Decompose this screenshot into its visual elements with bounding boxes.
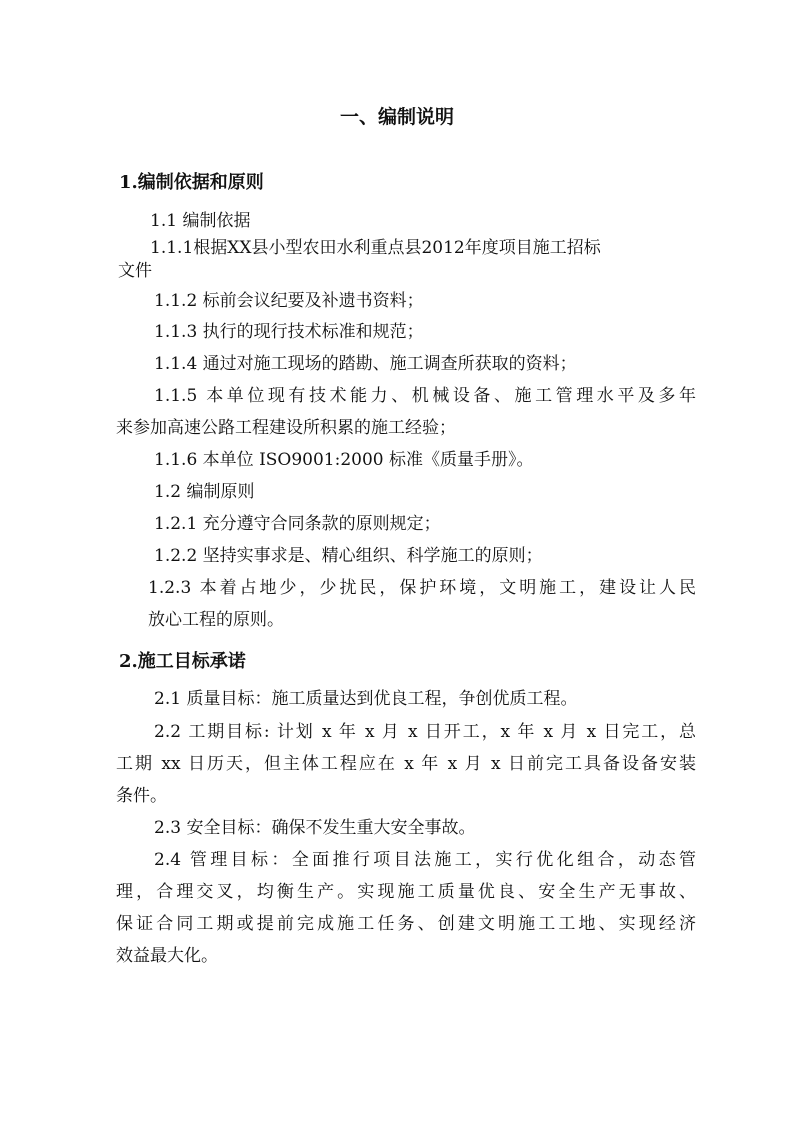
item-1-2-2: 1.2.2 坚持实事求是、精心组织、科学施工的原则；	[154, 546, 543, 566]
item-1-1-1-line1: 1.1.1根据XX县小型农田水利重点县2012年度项目施工招标	[150, 238, 601, 258]
item-2-2-line2: 工期 xx 日历天，但主体工程应在 x 年 x 月 x 日前完工具备设备安装	[116, 754, 696, 774]
item-2-4-line4: 效益最大化。	[116, 946, 218, 966]
item-2-2-line3: 条件。	[116, 786, 167, 806]
item-1-1-6: 1.1.6 本单位 ISO9001:2000 标准《质量手册》。	[154, 450, 534, 470]
item-2-4-line2: 理，合理交叉，均衡生产。实现施工质量优良、安全生产无事故、	[116, 882, 696, 902]
item-2-1: 2.1 质量目标：施工质量达到优良工程，争创优质工程。	[154, 689, 578, 709]
item-1-2-3-line2: 放心工程的原则。	[148, 610, 284, 630]
item-1-1-4: 1.1.4 通过对施工现场的踏勘、施工调查所获取的资料；	[154, 354, 577, 374]
item-2-3: 2.3 安全目标：确保不发生重大安全事故。	[154, 818, 476, 838]
item-2-2-line1: 2.2 工期目标: 计划 x 年 x 月 x 日开工，x 年 x 月 x 日完工，总	[154, 722, 696, 742]
page-title: 一、编制说明	[339, 106, 454, 128]
subsection-1-1: 1.1 编制依据	[150, 211, 251, 231]
item-2-4-line3: 保证合同工期或提前完成施工任务、创建文明施工工地、实现经济	[116, 914, 696, 934]
item-1-1-5-line2: 来参加高速公路工程建设所积累的施工经验；	[116, 418, 456, 438]
item-1-2-3-line1: 1.2.3 本着占地少，少扰民，保护环境，文明施工，建设让人民	[148, 578, 696, 598]
item-2-4-line1: 2.4 管理目标：全面推行项目法施工，实行优化组合，动态管	[154, 850, 696, 870]
item-1-1-5-line1: 1.1.5 本单位现有技术能力、机械设备、施工管理水平及多年	[154, 386, 696, 406]
item-1-1-3: 1.1.3 执行的现行技术标准和规范；	[154, 322, 424, 342]
section-heading-2: 2.施工目标承诺	[119, 651, 246, 672]
item-1-1-2: 1.1.2 标前会议纪要及补遗书资料；	[154, 291, 424, 311]
subsection-1-2: 1.2 编制原则	[154, 482, 255, 502]
item-1-2-1: 1.2.1 充分遵守合同条款的原则规定；	[154, 514, 441, 534]
item-1-1-1-line2: 文件	[118, 261, 152, 281]
section-heading-1: 1.编制依据和原则	[119, 172, 264, 193]
